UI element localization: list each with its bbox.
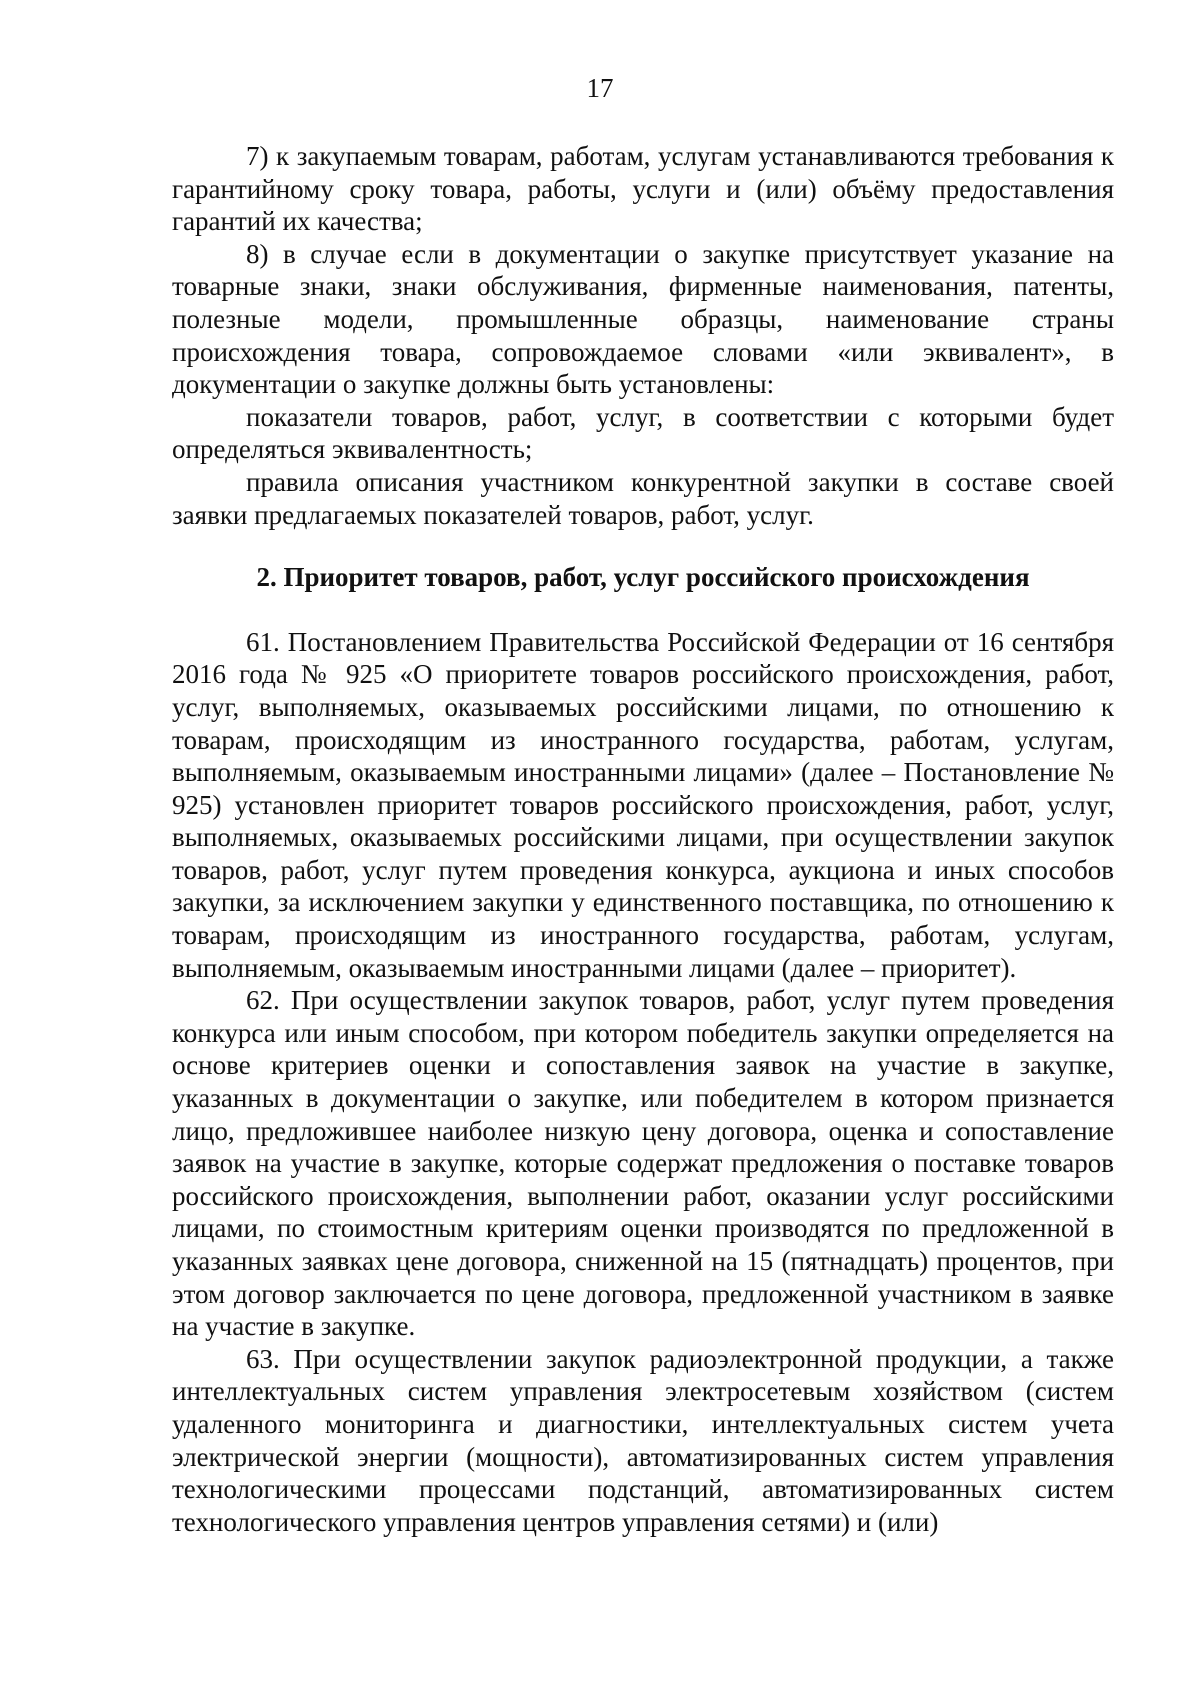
paragraph-indicators: показатели товаров, работ, услуг, в соответствии с которыми будет определяться эквивалентность; bbox=[172, 401, 1114, 465]
paragraph-description-rules: правила описания участником конкурентной закупки в составе своей заявки предлагаемых показателей товаров, работ, услуг. bbox=[172, 466, 1114, 530]
paragraph-item-7: 7) к закупаемым товарам, работам, услугам устанавливаются требования к гарантийному сроку товара, работы, услуги и (или) объёму предоставления гарантий их качества; bbox=[172, 141, 1114, 237]
paragraph-62: 62. При осуществлении закупок товаров, работ, услуг путем проведения конкурса или иным способом, при котором победитель закупки определяется на основе критериев оценки и сопоставления заявок на участие в закупке, указанных в документации о закупке, или победителем в котором признается лицо, предложившее наиболее низкую цену договора, оценка и сопоставление заявок на участие в закупке, которые содержат предложения о поставке товаров российского происхождения, выполнении работ, оказании услуг российскими лицами, по стоимостным критериям оценки производятся по предложенной в указанных заявках цене договора, сниженной на 15 (пятнадцать) процентов, при этом договор заключается по цене договора, предложенной участником в заявке на участие в закупке. bbox=[172, 985, 1114, 1342]
document-body bbox=[172, 140, 1114, 1538]
section-heading: 2. Приоритет товаров, работ, услуг российского происхождения bbox=[256, 562, 1030, 593]
paragraph-item-8: 8) в случае если в документации о закупке присутствует указание на товарные знаки, знаки обслуживания, фирменные наименования, патенты, полезные модели, промышленные образцы, наименование страны происхождения товара, сопровождаемое словами «или эквивалент», в документации о закупке должны быть установлены: bbox=[172, 238, 1114, 400]
paragraph-61: 61. Постановлением Правительства Российской Федерации от 16 сентября 2016 года № 925 «О приоритете товаров российского происхождения, работ, услуг, выполняемых, оказываемых российскими лицами, по отношению к товарам, происходящим из иностранного государства, работам, услугам, выполняемым, оказываемым иностранными лицами» (далее – Постановление № 925) установлен приоритет товаров российского происхождения, работ, услуг, выполняемых, оказываемых российскими лицами, при осуществлении закупок товаров, работ, услуг путем проведения конкурса, аукциона и иных способов закупки, за исключением закупки у единственного поставщика, по отношению к товарам, происходящим из иностранного государства, работам, услугам, выполняемым, оказываемым иностранными лицами (далее – приоритет). bbox=[172, 626, 1114, 983]
paragraph-63: 63. При осуществлении закупок радиоэлектронной продукции, а также интеллектуальных систем управления электросетевым хозяйством (систем удаленного мониторинга и диагностики, интеллектуальных систем учета электрической энергии (мощности), автоматизированных систем управления технологическими процессами подстанций, автоматизированных систем технологического управления центров управления сетями) и (или) bbox=[172, 1343, 1114, 1537]
page-number: 17 bbox=[586, 73, 614, 103]
